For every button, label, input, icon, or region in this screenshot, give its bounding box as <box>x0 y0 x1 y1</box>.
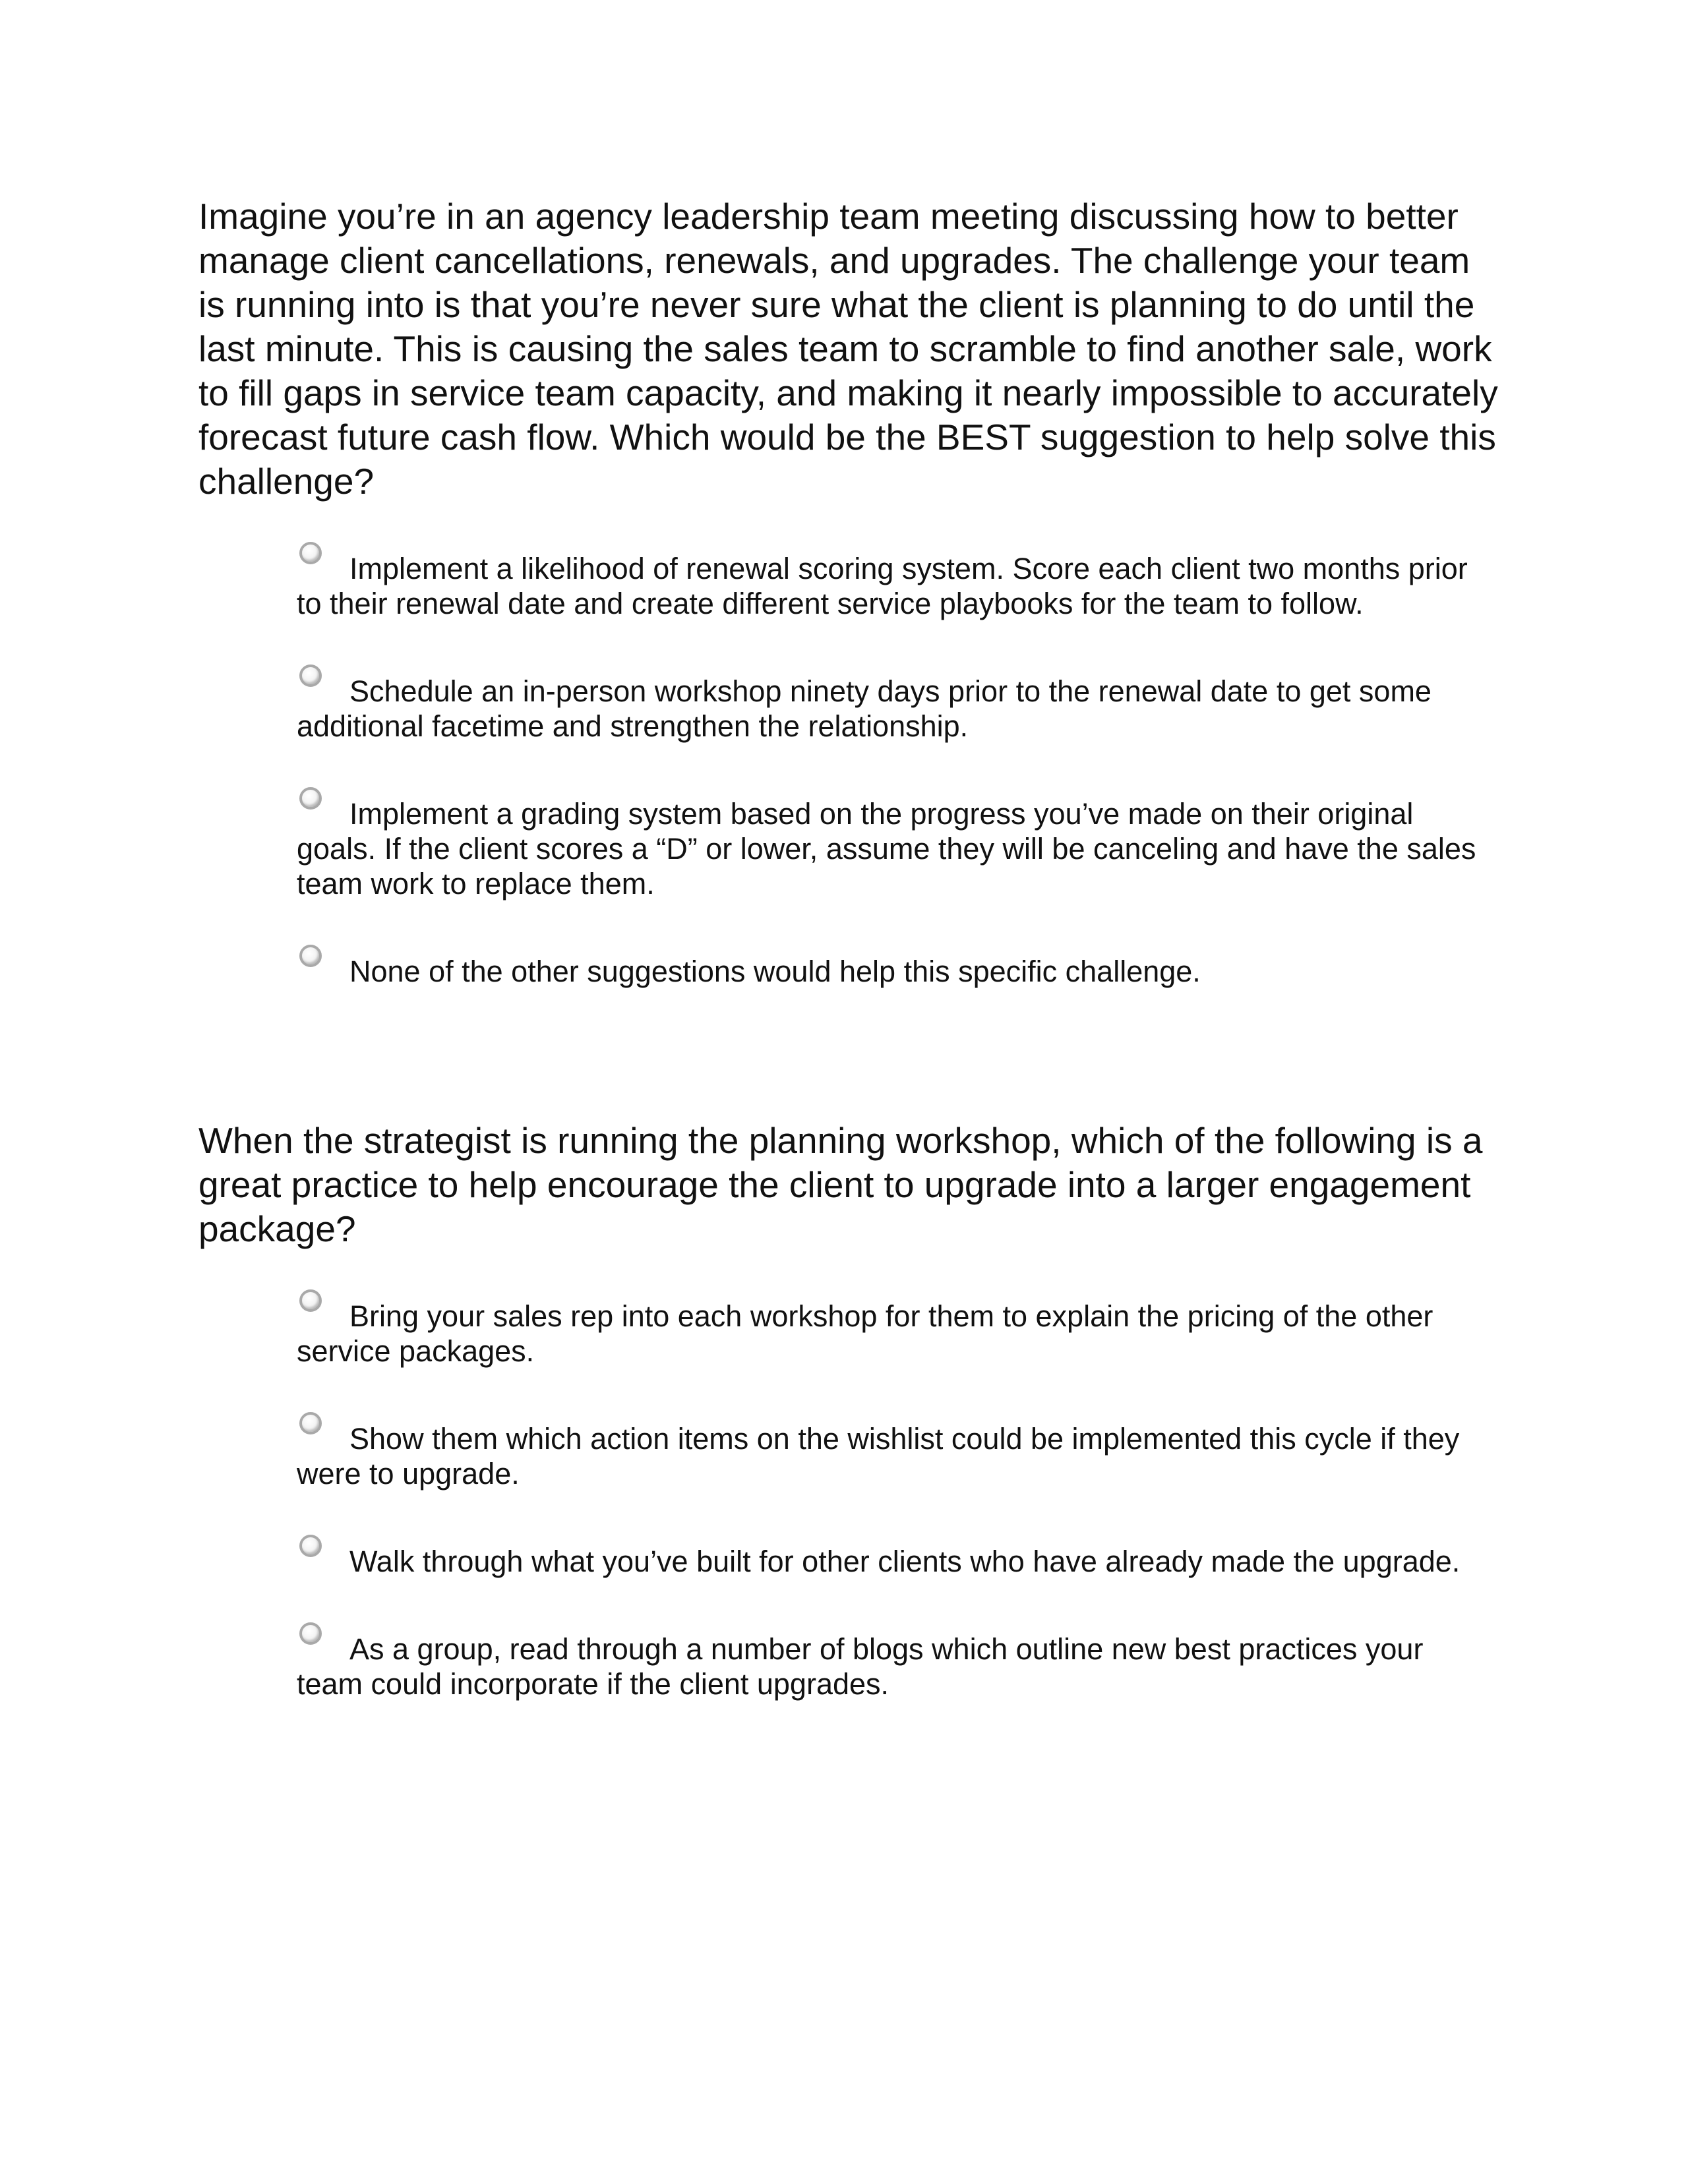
answer-option-label: As a group, read through a number of blogs which outline new best practices your team could incorporate if the client upgrades. <box>297 1632 1424 1701</box>
answer-option-label: Implement a grading system based on the progress you’ve made on their original goals. If the client scores a “D” or lower, assume they will be canceling and have the sales team work to replace them. <box>297 797 1476 900</box>
answer-option[interactable] <box>297 674 1484 744</box>
answer-option-label: Walk through what you’ve built for other clients who have already made the upgrade. <box>349 1545 1461 1578</box>
answer-option[interactable] <box>297 551 1484 621</box>
answer-option-label: Bring your sales rep into each workshop for them to explain the pricing of the other service packages. <box>297 1299 1433 1368</box>
radio-button-icon[interactable] <box>299 1412 322 1434</box>
answer-option[interactable] <box>297 1632 1484 1701</box>
answer-option-label: Implement a likelihood of renewal scoring system. Score each client two months prior to their renewal date and create different service playbooks for the team to follow. <box>297 552 1468 620</box>
answer-option[interactable] <box>297 1299 1484 1369</box>
answer-options <box>297 1299 1484 1701</box>
answer-option-label: Schedule an in-person workshop ninety days prior to the renewal date to get some additional facetime and strengthen the relationship. <box>297 674 1432 743</box>
radio-button-icon[interactable] <box>299 1622 322 1645</box>
question-1 <box>198 194 1504 989</box>
question-text: Imagine you’re in an agency leadership team meeting discussing how to better manage client cancellations, renewals, and upgrades. The challenge your team is running into is that you’re never sure what the client is planning to do until the last minute. This is causing the sales team to scramble to find another sale, work to fill gaps in service team capacity, and making it nearly impossible to accurately forecast future cash flow. Which would be the BEST suggestion to help solve this challenge? <box>198 196 1498 502</box>
radio-button-icon[interactable] <box>299 787 322 810</box>
question-text: When the strategist is running the planning workshop, which of the following is a great practice to help encourage the client to upgrade into a larger engagement package? <box>198 1120 1483 1249</box>
answer-option[interactable] <box>297 1544 1484 1579</box>
answer-option[interactable] <box>297 796 1484 901</box>
answer-option[interactable] <box>297 1421 1484 1491</box>
radio-button-icon[interactable] <box>299 664 322 687</box>
answer-option[interactable] <box>297 954 1484 989</box>
answer-option-label: None of the other suggestions would help this specific challenge. <box>349 955 1201 988</box>
answer-options <box>297 551 1484 989</box>
radio-button-icon[interactable] <box>299 1535 322 1557</box>
answer-option-label: Show them which action items on the wishlist could be implemented this cycle if they were to upgrade. <box>297 1422 1460 1490</box>
radio-button-icon[interactable] <box>299 945 322 967</box>
question-2 <box>198 1119 1504 1701</box>
radio-button-icon[interactable] <box>299 1289 322 1312</box>
radio-button-icon[interactable] <box>299 542 322 564</box>
